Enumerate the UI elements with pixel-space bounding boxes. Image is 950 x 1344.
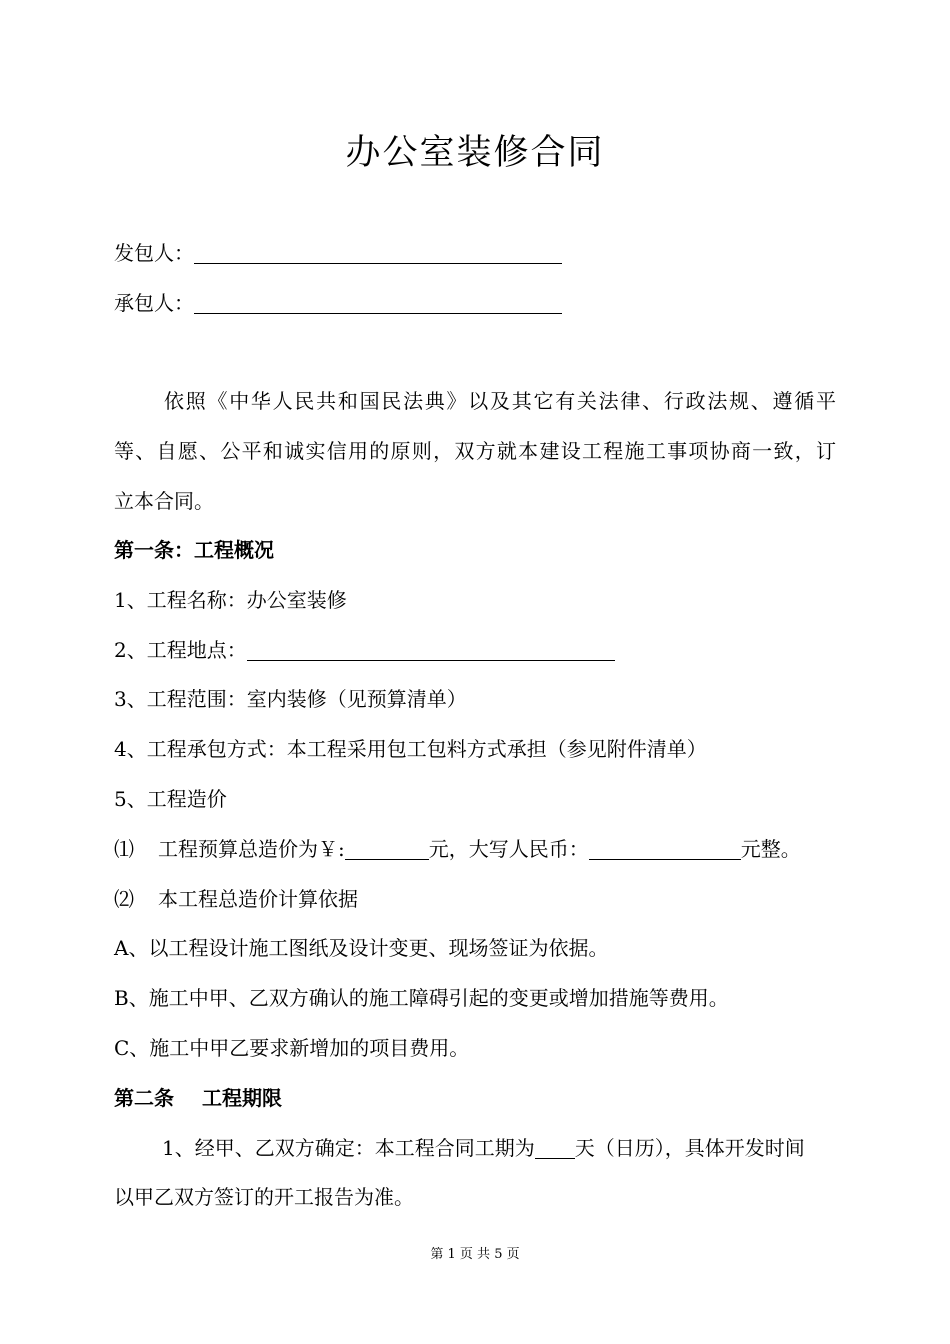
duration-suffix: 天（日历），具体开发时间 [574,1136,805,1160]
employer-line [114,238,562,268]
basis-b: B、施工中甲、乙双方确认的施工障碍引起的变更或增加措施等费用。 [114,986,729,1010]
sub1-number: ⑴ [114,837,134,861]
budget-label: 工程预算总造价为￥: [158,837,345,861]
sub2-number: ⑵ [114,887,134,911]
employer-label: 发包人： [114,241,194,265]
preamble-line-1: 依照《中华人民共和国民法典》以及其它有关法律、行政法规、遵循平 [164,389,836,413]
document-title: 办公室装修合同 [345,133,605,173]
capital-amount-blank [589,837,741,860]
employer-blank [194,241,562,264]
article1-item-2 [114,635,615,665]
budget-amount-blank [345,837,429,860]
article1-item-3: 3、工程范围：室内装修（见预算清单） [114,687,467,711]
page-footer: 第 1 页 共 5 页 [430,1247,520,1262]
site-blank [247,638,615,661]
contractor-label: 承包人： [114,291,194,315]
article2-para-line-1 [162,1133,805,1163]
article2-heading-number: 第二条 [114,1086,174,1110]
article1-item-1: 1、工程名称：办公室装修 [114,588,347,612]
article1-item-4: 4、工程承包方式：本工程采用包工包料方式承担（参见附件清单） [114,737,707,761]
article2-heading [114,1083,282,1113]
budget-suffix: 元整。 [740,837,801,861]
cost-sub-2 [114,884,358,914]
contractor-line [114,288,562,318]
article1-heading: 第一条：工程概况 [114,538,274,562]
article1-item-5: 5、工程造价 [114,787,227,811]
duration-blank [535,1136,575,1159]
article2-para-line-2: 以甲乙双方签订的开工报告为准。 [114,1185,414,1209]
contractor-blank [194,291,562,314]
basis-a: A、以工程设计施工图纸及设计变更、现场签证为依据。 [114,936,609,960]
capital-label: 元，大写人民币： [428,837,589,861]
article2-heading-title: 工程期限 [202,1086,282,1110]
site-label: 2、工程地点： [114,638,247,662]
sub2-text: 本工程总造价计算依据 [158,887,358,911]
preamble-line-3: 立本合同。 [114,489,214,513]
cost-sub-1 [114,834,801,864]
duration-label: 1、经甲、乙双方确定：本工程合同工期为 [162,1136,535,1160]
basis-c: C、施工中甲乙要求新增加的项目费用。 [114,1036,470,1060]
preamble-line-2: 等、自愿、公平和诚实信用的原则，双方就本建设工程施工事项协商一致，订 [114,439,836,463]
